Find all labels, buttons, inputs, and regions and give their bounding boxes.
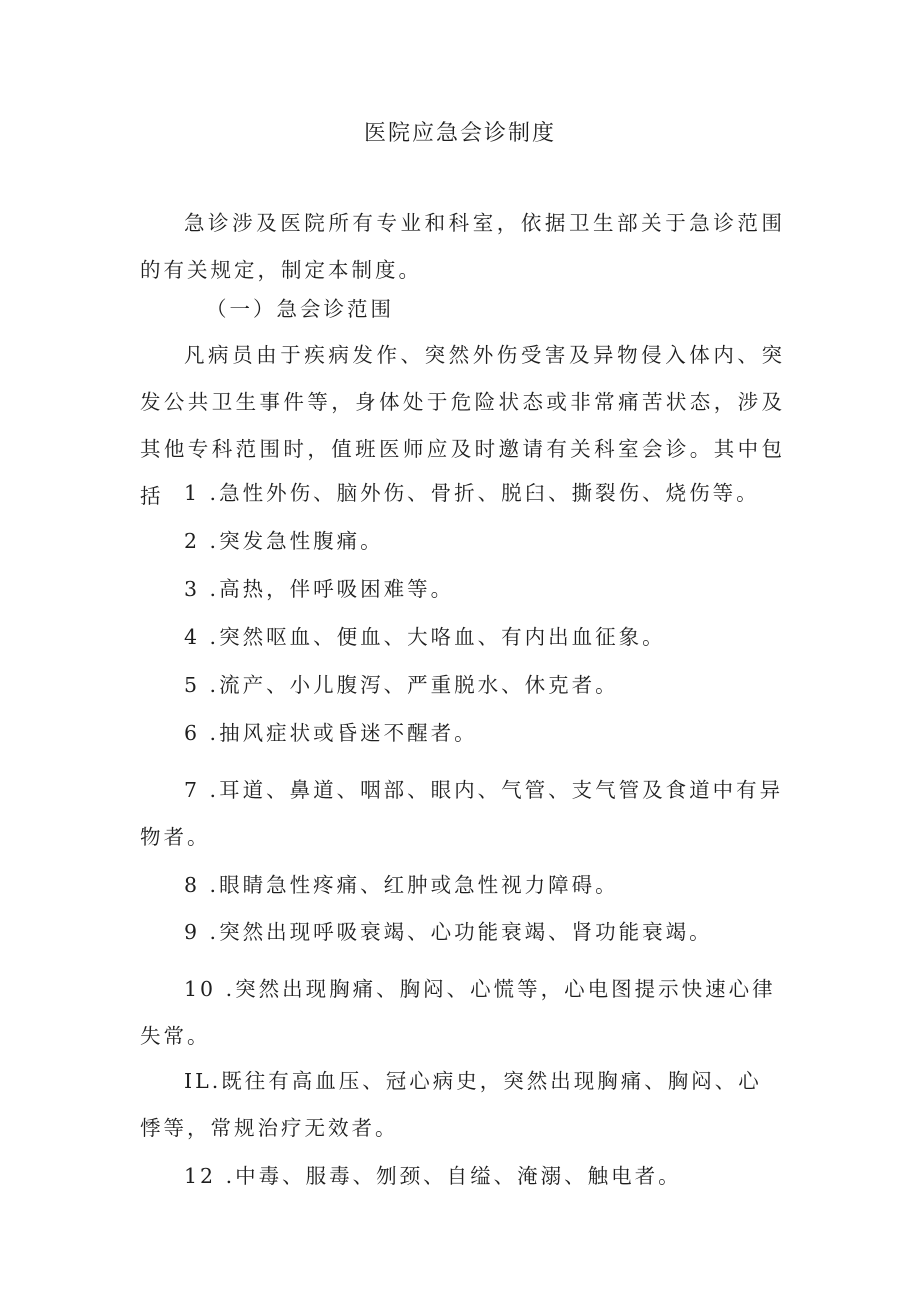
list-item: 6 .抽风症状或昏迷不醒者。 — [184, 721, 478, 745]
intro-paragraph: 急诊涉及医院所有专业和科室，依据卫生部关于急诊范围的有关规定，制定本制度。 — [140, 211, 785, 282]
list-item: 3 .高热，伴呼吸困难等。 — [184, 577, 455, 601]
list-item: 9 .突然出现呼吸衰竭、心功能衰竭、肾功能衰竭。 — [184, 920, 713, 944]
list-item: 12 .中毒、服毒、刎颈、自缢、淹溺、触电者。 — [184, 1164, 682, 1188]
list-item: 2 .突发急性腹痛。 — [184, 529, 384, 553]
list-item: 8 .眼睛急性疼痛、红肿或急性视力障碍。 — [184, 873, 619, 897]
list-item: 4 .突然呕血、便血、大咯血、有内出血征象。 — [184, 625, 666, 649]
list-item: 1 .急性外伤、脑外伤、骨折、脱臼、撕裂伤、烧伤等。 — [184, 481, 760, 505]
list-item: 10 .突然出现胸痛、胸闷、心慌等，心电图提示快速心律失常。 — [140, 977, 776, 1048]
list-item: 7 .耳道、鼻道、咽部、眼内、气管、支气管及食道中有异物者。 — [140, 778, 784, 849]
list-item: 5 .流产、小儿腹泻、严重脱水、休克者。 — [184, 673, 619, 697]
section-heading-scope: （一）急会诊范围 — [206, 297, 394, 321]
list-item: IL.既往有高血压、冠心病史，突然出现胸痛、胸闷、心悸等，常规治疗无效者。 — [140, 1069, 762, 1140]
document-title: 医院应急会诊制度 — [363, 121, 556, 146]
scope-paragraph: 凡病员由于疾病发作、突然外伤受害及异物侵入体内、突发公共卫生事件等，身体处于危险状态或非常痛苦状态，涉及其他专科范围时，值班医师应及时邀请有关科室会诊。其中包括 — [140, 343, 785, 508]
